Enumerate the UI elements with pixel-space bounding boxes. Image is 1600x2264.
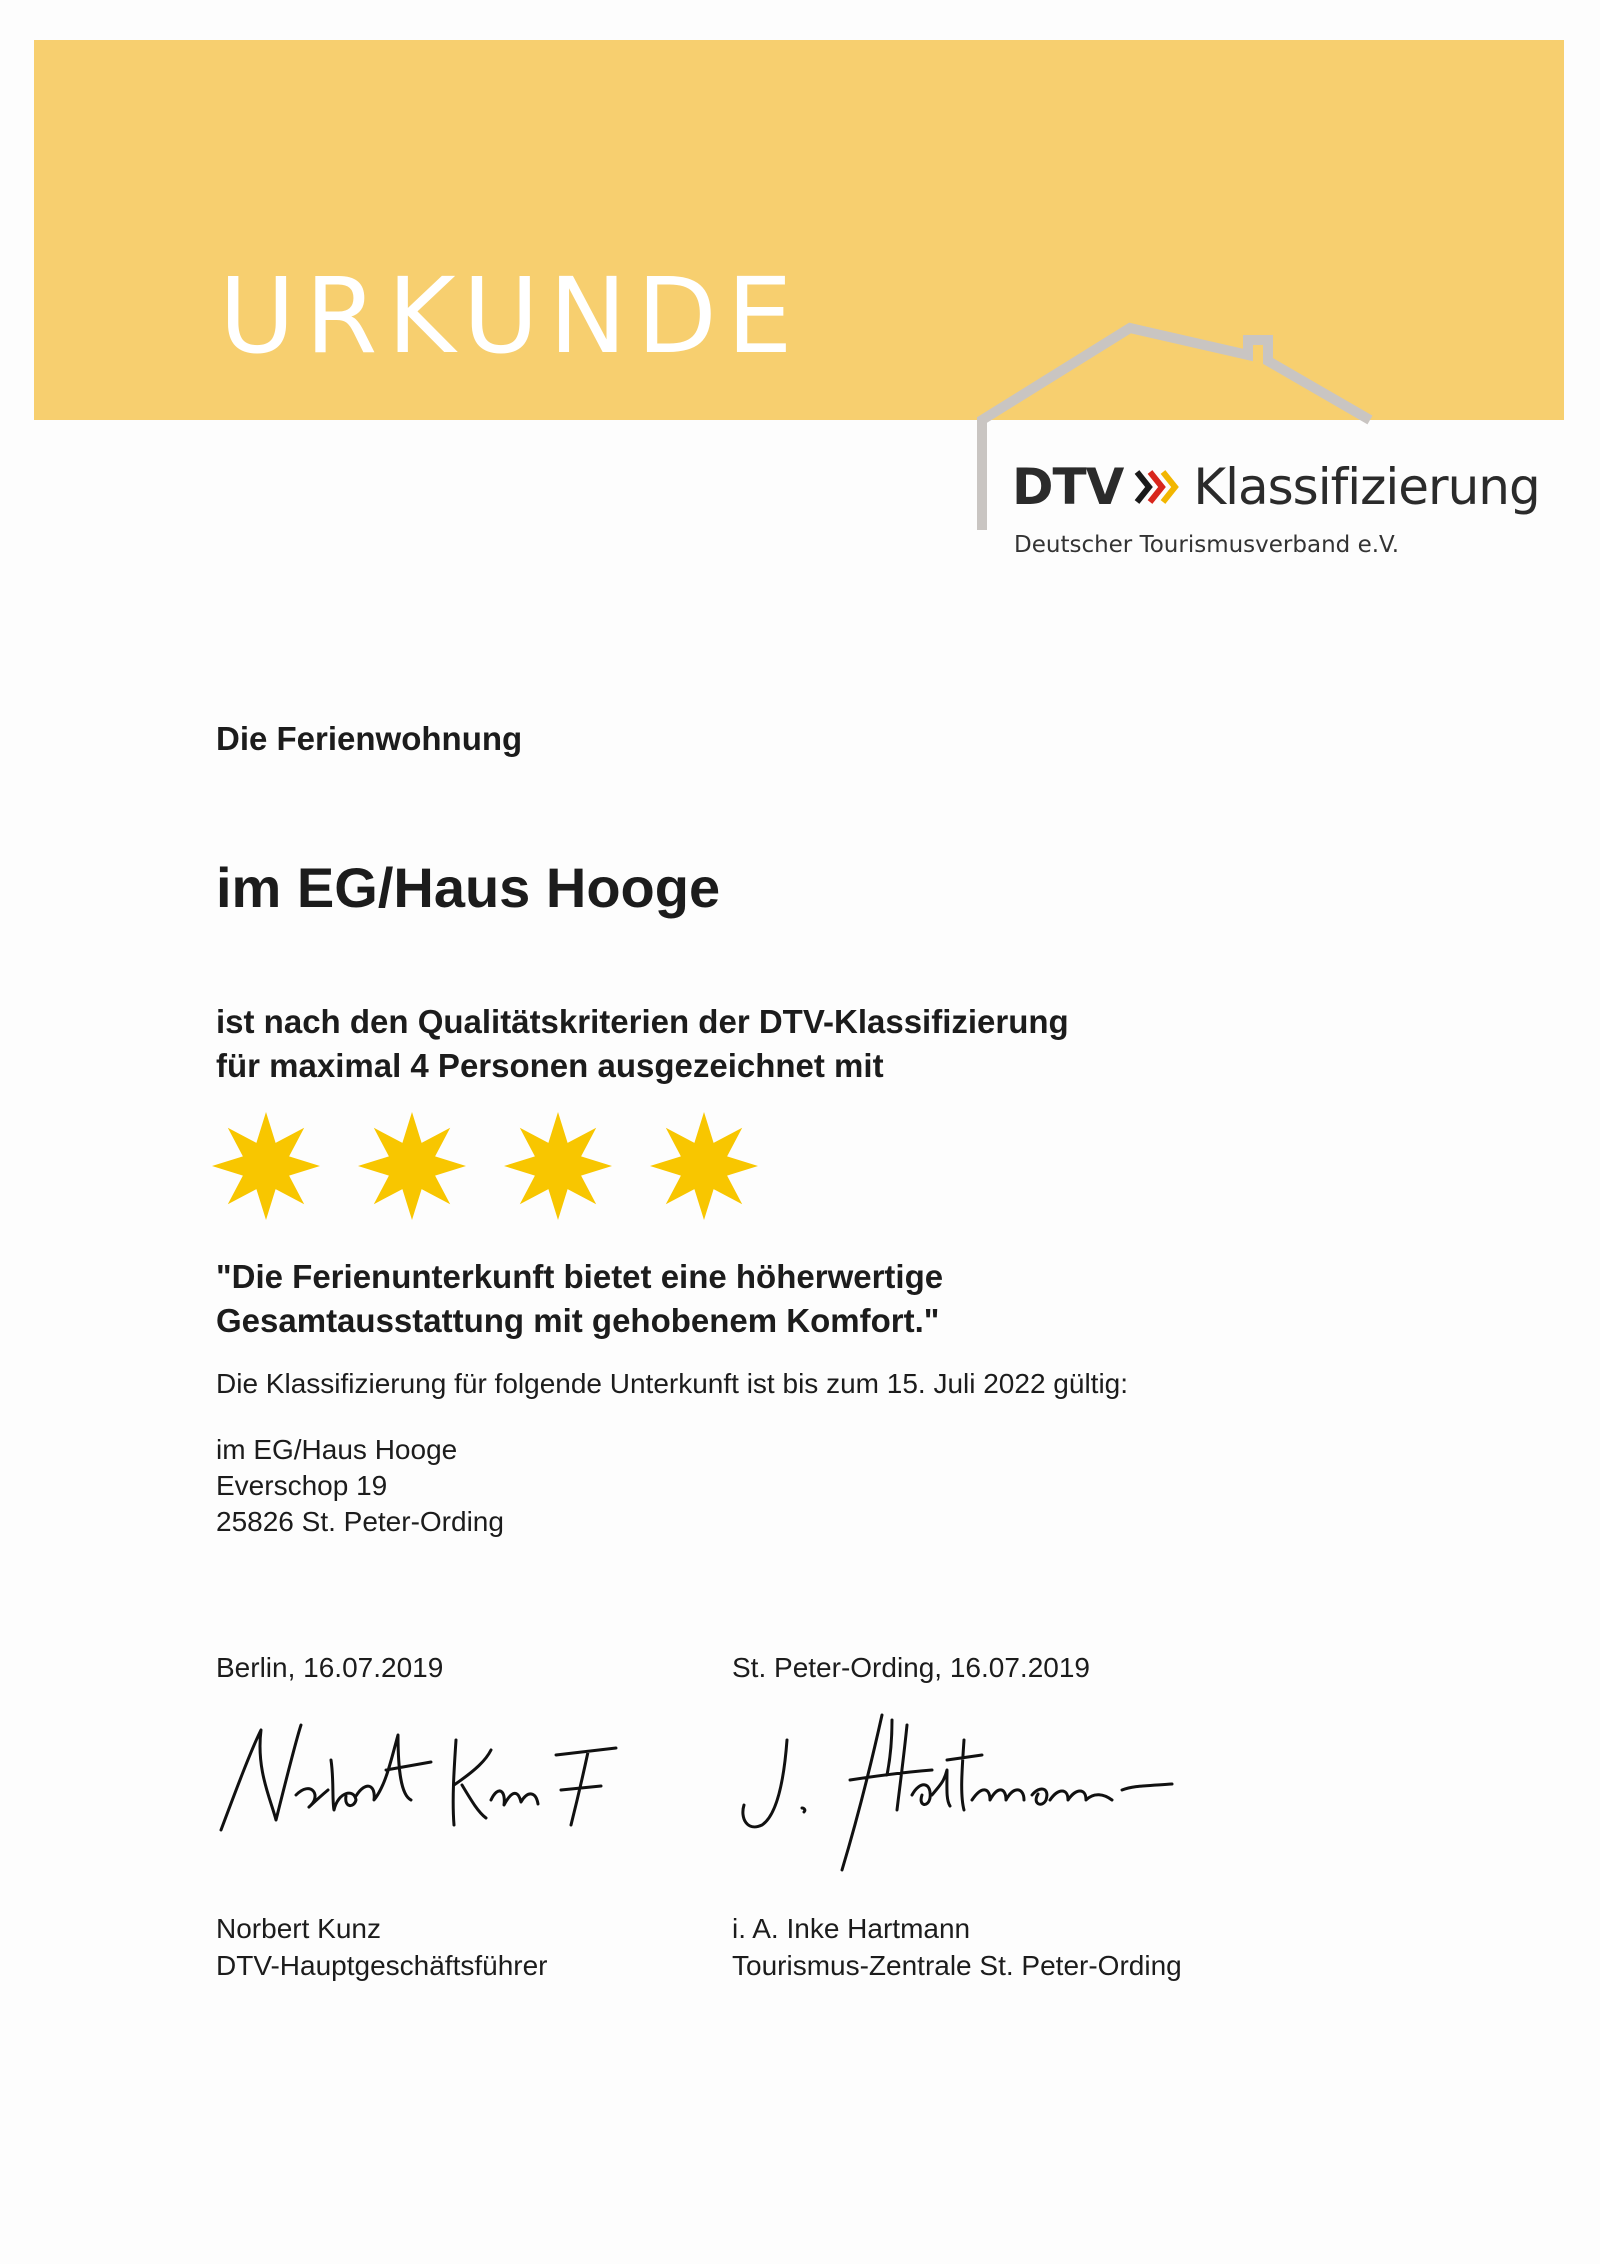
signature-kunz (216, 1700, 656, 1850)
address-line: 25826 St. Peter-Ording (216, 1506, 504, 1537)
star-icon (356, 1110, 468, 1222)
star-icon (502, 1110, 614, 1222)
validity-note: Die Klassifizierung für folgende Unterkunft ist bis zum 15. Juli 2022 gültig: (216, 1368, 1129, 1399)
logo-subtitle: Deutscher Tourismusverband e.V. (1014, 532, 1400, 558)
rating-quote (216, 1255, 943, 1343)
star-icon (210, 1110, 322, 1222)
logo-name: Klassifizierung (1193, 458, 1540, 516)
star-icon (648, 1110, 760, 1222)
left-place-date: Berlin, 16.07.2019 (216, 1652, 444, 1683)
quality-line: ist nach den Qualitätskriterien der DTV-Klassifizierung (216, 1003, 1069, 1040)
signer-role: Tourismus-Zentrale St. Peter-Ording (732, 1950, 1182, 1981)
header-banner (34, 40, 1564, 420)
dtv-logo (1012, 458, 1540, 516)
address-line: im EG/Haus Hooge (216, 1434, 458, 1465)
signer-name: i. A. Inke Hartmann (732, 1913, 971, 1944)
signature-hartmann (732, 1700, 1232, 1880)
quote-line: "Die Ferienunterkunft bietet eine höherwertige (216, 1258, 944, 1295)
certificate-title: URKUNDE (219, 255, 803, 377)
left-signer (216, 1910, 548, 1984)
accommodation-name: im EG/Haus Hooge (216, 856, 721, 919)
accommodation-type: Die Ferienwohnung (216, 720, 523, 757)
right-place-date: St. Peter-Ording, 16.07.2019 (732, 1652, 1090, 1683)
right-signer (732, 1910, 1182, 1984)
quality-line: für maximal 4 Personen ausgezeichnet mit (216, 1047, 884, 1084)
address-block (216, 1432, 504, 1540)
chevrons-icon (1133, 464, 1179, 510)
address-line: Everschop 19 (216, 1470, 388, 1501)
star-rating (210, 1110, 760, 1222)
quote-line: Gesamtausstattung mit gehobenem Komfort." (216, 1302, 940, 1339)
logo-brand: DTV (1012, 458, 1124, 516)
signer-role: DTV-Hauptgeschäftsführer (216, 1950, 548, 1981)
signer-name: Norbert Kunz (216, 1913, 381, 1944)
quality-statement (216, 1000, 1069, 1088)
